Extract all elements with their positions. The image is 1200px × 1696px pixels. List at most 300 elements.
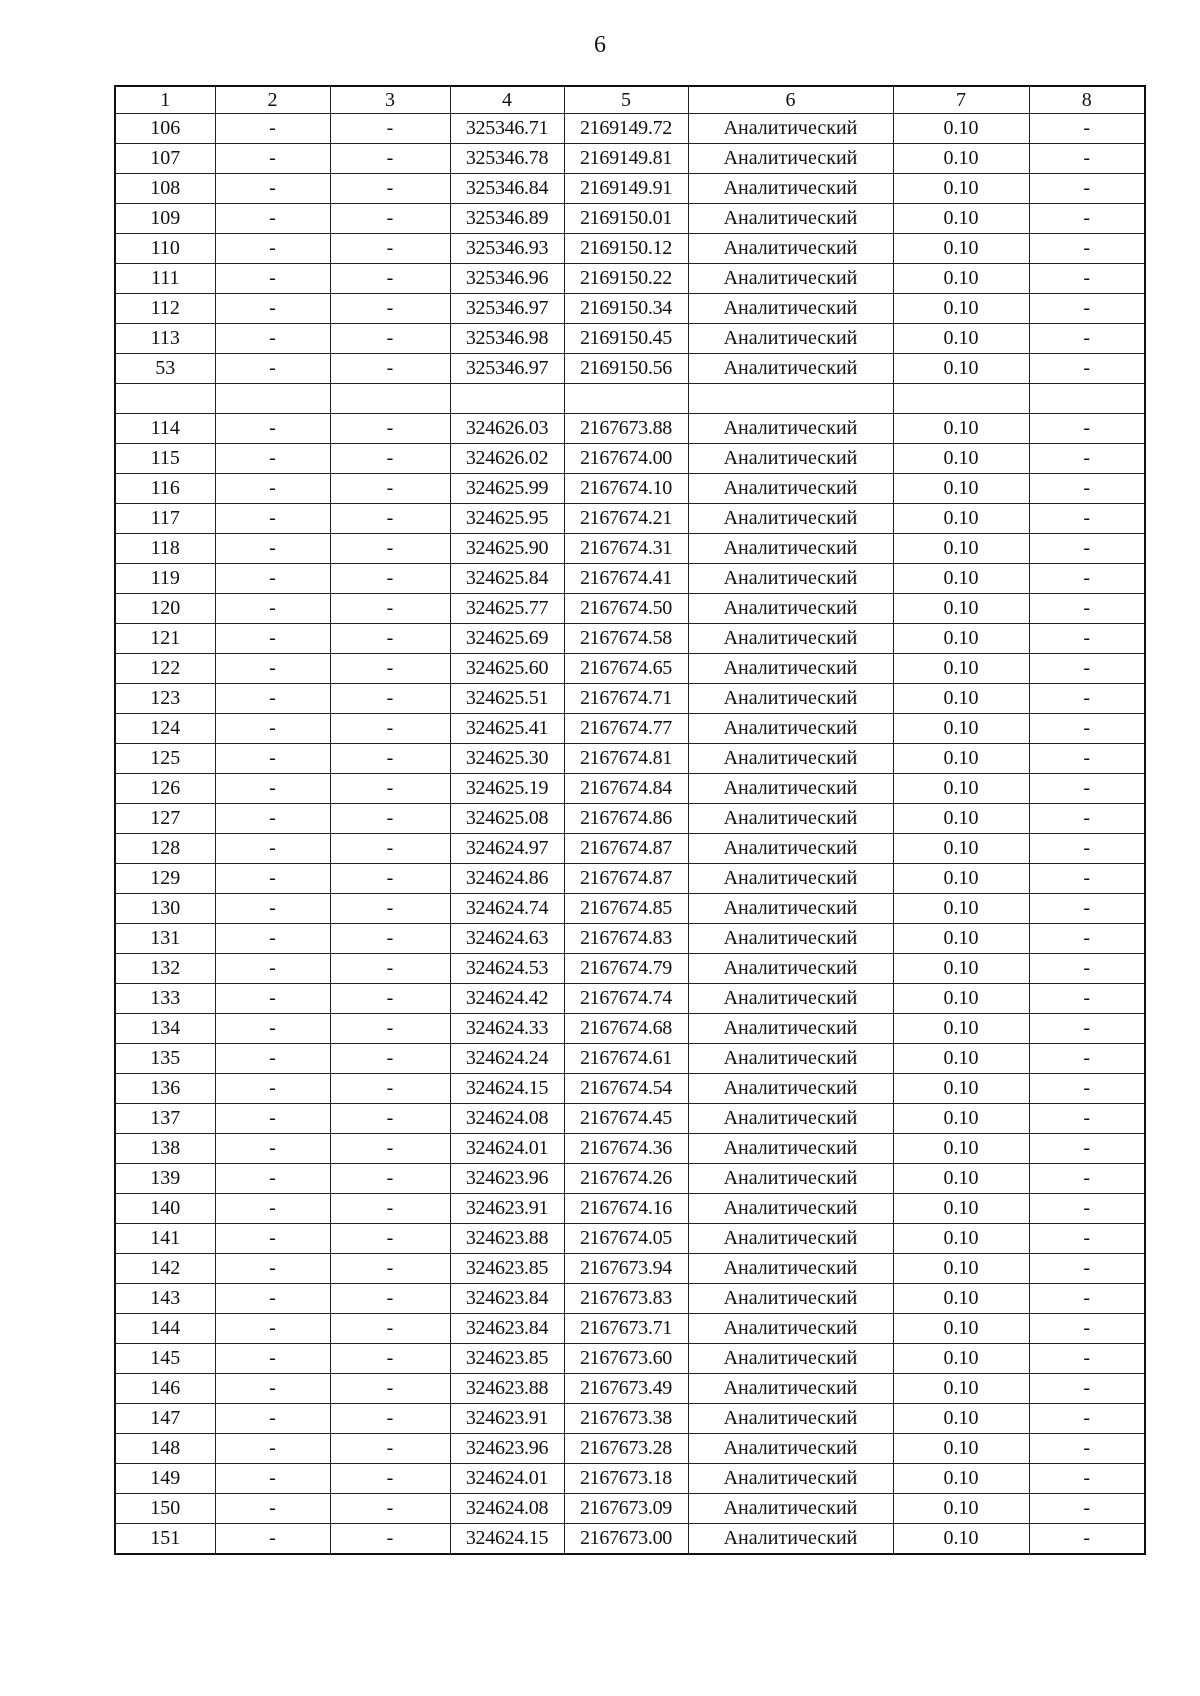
- cell-method: Аналитический: [688, 1284, 893, 1314]
- cell-accuracy: 0.10: [893, 1014, 1029, 1044]
- table-row: [115, 1284, 1145, 1314]
- table-row: [115, 1224, 1145, 1254]
- cell-col-3-value: -: [330, 294, 450, 324]
- cell-col-3-value: -: [330, 894, 450, 924]
- cell-col-8-value: -: [1029, 1404, 1145, 1434]
- table-row: [115, 384, 1145, 414]
- cell-point-number: 114: [115, 414, 215, 444]
- table-row: [115, 294, 1145, 324]
- table-row: [115, 1494, 1145, 1524]
- cell-accuracy: 0.10: [893, 1374, 1029, 1404]
- cell-col-8-value: -: [1029, 354, 1145, 384]
- cell-x-coordinate: 324625.30: [450, 744, 564, 774]
- cell-col-8-value: -: [1029, 234, 1145, 264]
- cell-method: Аналитический: [688, 834, 893, 864]
- cell-method: Аналитический: [688, 1494, 893, 1524]
- cell-method: Аналитический: [688, 924, 893, 954]
- cell-accuracy: 0.10: [893, 1134, 1029, 1164]
- cell-y-coordinate: 2167674.58: [564, 624, 688, 654]
- cell-col-8-value: -: [1029, 1374, 1145, 1404]
- cell-col-8-value: -: [1029, 1074, 1145, 1104]
- cell-x-coordinate: 324624.42: [450, 984, 564, 1014]
- cell-y-coordinate: 2167673.18: [564, 1464, 688, 1494]
- cell-method: Аналитический: [688, 1074, 893, 1104]
- cell-col-3-value: -: [330, 984, 450, 1014]
- cell-x-coordinate: 324624.24: [450, 1044, 564, 1074]
- cell-y-coordinate: 2167673.88: [564, 414, 688, 444]
- cell-point-number: 139: [115, 1164, 215, 1194]
- cell-col-2-value: -: [215, 594, 330, 624]
- table-row: [115, 414, 1145, 444]
- cell-col-3-value: -: [330, 1374, 450, 1404]
- cell-point-number: 108: [115, 174, 215, 204]
- column-header-7: 7: [893, 86, 1029, 114]
- cell-col-2-value: -: [215, 324, 330, 354]
- cell-point-number: 137: [115, 1104, 215, 1134]
- cell-col-3-value: -: [330, 1464, 450, 1494]
- cell-point-number: 121: [115, 624, 215, 654]
- cell-method: Аналитический: [688, 594, 893, 624]
- cell-col-8-value: -: [1029, 984, 1145, 1014]
- table-row: [115, 714, 1145, 744]
- cell-col-3-value: -: [330, 1254, 450, 1284]
- cell-accuracy: 0.10: [893, 894, 1029, 924]
- cell-point-number: 124: [115, 714, 215, 744]
- cell-col-2-value: -: [215, 1524, 330, 1555]
- cell-col-8-value: -: [1029, 1194, 1145, 1224]
- cell-col-8-value: -: [1029, 834, 1145, 864]
- cell-method: Аналитический: [688, 1224, 893, 1254]
- cell-y-coordinate: 2167674.81: [564, 744, 688, 774]
- table-row: [115, 1104, 1145, 1134]
- cell-col-8-value: -: [1029, 564, 1145, 594]
- cell-col-2-value: -: [215, 474, 330, 504]
- cell-accuracy: 0.10: [893, 984, 1029, 1014]
- cell-y-coordinate: 2169150.45: [564, 324, 688, 354]
- cell-x-coordinate: 324625.77: [450, 594, 564, 624]
- cell-col-3-value: -: [330, 1314, 450, 1344]
- cell-point-number: 110: [115, 234, 215, 264]
- cell-x-coordinate: 324625.84: [450, 564, 564, 594]
- cell-col-3-value: -: [330, 414, 450, 444]
- cell-method: Аналитический: [688, 684, 893, 714]
- cell-y-coordinate: 2167673.83: [564, 1284, 688, 1314]
- cell-method: Аналитический: [688, 474, 893, 504]
- cell-col-2-value: -: [215, 144, 330, 174]
- cell-col-3-value: -: [330, 1284, 450, 1314]
- table-row: [115, 1014, 1145, 1044]
- column-header-5: 5: [564, 86, 688, 114]
- cell-x-coordinate: 324624.15: [450, 1524, 564, 1555]
- cell-col-3-value: -: [330, 1194, 450, 1224]
- cell-point-number: [115, 384, 215, 414]
- cell-point-number: 120: [115, 594, 215, 624]
- cell-point-number: 146: [115, 1374, 215, 1404]
- table-row: [115, 1164, 1145, 1194]
- cell-point-number: 123: [115, 684, 215, 714]
- cell-col-3-value: -: [330, 1404, 450, 1434]
- table-row: [115, 324, 1145, 354]
- cell-accuracy: 0.10: [893, 1194, 1029, 1224]
- cell-x-coordinate: 324624.08: [450, 1494, 564, 1524]
- cell-col-2-value: -: [215, 1194, 330, 1224]
- cell-method: Аналитический: [688, 234, 893, 264]
- cell-col-8-value: -: [1029, 1284, 1145, 1314]
- cell-accuracy: 0.10: [893, 744, 1029, 774]
- cell-x-coordinate: 324625.69: [450, 624, 564, 654]
- table-row: [115, 594, 1145, 624]
- cell-col-3-value: -: [330, 444, 450, 474]
- cell-accuracy: 0.10: [893, 1074, 1029, 1104]
- cell-method: [688, 384, 893, 414]
- cell-accuracy: 0.10: [893, 954, 1029, 984]
- cell-y-coordinate: 2167674.85: [564, 894, 688, 924]
- cell-col-2-value: -: [215, 294, 330, 324]
- cell-point-number: 147: [115, 1404, 215, 1434]
- cell-method: Аналитический: [688, 714, 893, 744]
- cell-method: Аналитический: [688, 1404, 893, 1434]
- cell-col-2-value: -: [215, 714, 330, 744]
- table-row: [115, 1314, 1145, 1344]
- cell-col-3-value: -: [330, 204, 450, 234]
- cell-y-coordinate: 2167674.45: [564, 1104, 688, 1134]
- cell-col-3-value: -: [330, 774, 450, 804]
- cell-col-8-value: -: [1029, 594, 1145, 624]
- cell-method: Аналитический: [688, 744, 893, 774]
- cell-x-coordinate: 324624.08: [450, 1104, 564, 1134]
- cell-x-coordinate: 324625.51: [450, 684, 564, 714]
- cell-col-8-value: -: [1029, 1434, 1145, 1464]
- cell-x-coordinate: 324625.08: [450, 804, 564, 834]
- cell-x-coordinate: 324623.96: [450, 1164, 564, 1194]
- cell-method: Аналитический: [688, 1164, 893, 1194]
- cell-y-coordinate: 2167674.79: [564, 954, 688, 984]
- cell-point-number: 150: [115, 1494, 215, 1524]
- cell-y-coordinate: 2167674.84: [564, 774, 688, 804]
- cell-point-number: 132: [115, 954, 215, 984]
- cell-y-coordinate: 2167674.74: [564, 984, 688, 1014]
- cell-col-3-value: -: [330, 1434, 450, 1464]
- cell-y-coordinate: 2167674.26: [564, 1164, 688, 1194]
- cell-x-coordinate: 324624.53: [450, 954, 564, 984]
- cell-method: Аналитический: [688, 984, 893, 1014]
- cell-accuracy: 0.10: [893, 354, 1029, 384]
- cell-point-number: 125: [115, 744, 215, 774]
- cell-y-coordinate: 2167674.61: [564, 1044, 688, 1074]
- cell-method: Аналитический: [688, 534, 893, 564]
- cell-col-8-value: -: [1029, 864, 1145, 894]
- cell-accuracy: 0.10: [893, 204, 1029, 234]
- cell-col-8-value: -: [1029, 474, 1145, 504]
- cell-col-2-value: -: [215, 1044, 330, 1074]
- cell-y-coordinate: 2167674.10: [564, 474, 688, 504]
- cell-accuracy: 0.10: [893, 684, 1029, 714]
- cell-method: Аналитический: [688, 954, 893, 984]
- cell-method: Аналитический: [688, 1344, 893, 1374]
- cell-point-number: 109: [115, 204, 215, 234]
- cell-accuracy: 0.10: [893, 654, 1029, 684]
- table-row: [115, 1524, 1145, 1555]
- cell-col-3-value: -: [330, 1074, 450, 1104]
- cell-x-coordinate: 324625.90: [450, 534, 564, 564]
- cell-col-2-value: -: [215, 624, 330, 654]
- table-row: [115, 834, 1145, 864]
- cell-point-number: 142: [115, 1254, 215, 1284]
- cell-point-number: 140: [115, 1194, 215, 1224]
- cell-col-3-value: -: [330, 1104, 450, 1134]
- cell-method: Аналитический: [688, 624, 893, 654]
- cell-accuracy: 0.10: [893, 444, 1029, 474]
- cell-method: Аналитический: [688, 414, 893, 444]
- column-header-2: 2: [215, 86, 330, 114]
- cell-point-number: 126: [115, 774, 215, 804]
- cell-method: Аналитический: [688, 504, 893, 534]
- cell-col-2-value: -: [215, 444, 330, 474]
- table-row: [115, 174, 1145, 204]
- table-row: [115, 144, 1145, 174]
- cell-col-2-value: -: [215, 864, 330, 894]
- table-row: [115, 1434, 1145, 1464]
- cell-col-8-value: -: [1029, 324, 1145, 354]
- table-header-row: [115, 86, 1145, 114]
- cell-y-coordinate: 2167673.00: [564, 1524, 688, 1555]
- cell-method: Аналитический: [688, 294, 893, 324]
- table-row: [115, 954, 1145, 984]
- cell-y-coordinate: 2169150.56: [564, 354, 688, 384]
- cell-x-coordinate: 324624.97: [450, 834, 564, 864]
- column-header-1: 1: [115, 86, 215, 114]
- cell-col-3-value: -: [330, 474, 450, 504]
- cell-col-8-value: -: [1029, 144, 1145, 174]
- cell-x-coordinate: 325346.96: [450, 264, 564, 294]
- cell-method: Аналитический: [688, 864, 893, 894]
- cell-col-8-value: -: [1029, 1494, 1145, 1524]
- table-row: [115, 774, 1145, 804]
- table-row: [115, 444, 1145, 474]
- cell-method: Аналитический: [688, 114, 893, 144]
- cell-x-coordinate: 324623.84: [450, 1314, 564, 1344]
- cell-method: Аналитический: [688, 654, 893, 684]
- cell-y-coordinate: 2167673.49: [564, 1374, 688, 1404]
- cell-y-coordinate: [564, 384, 688, 414]
- cell-col-2-value: -: [215, 234, 330, 264]
- cell-col-8-value: -: [1029, 1524, 1145, 1555]
- table-row: [115, 204, 1145, 234]
- cell-y-coordinate: 2167674.71: [564, 684, 688, 714]
- cell-col-2-value: -: [215, 1104, 330, 1134]
- cell-y-coordinate: 2167674.68: [564, 1014, 688, 1044]
- cell-accuracy: 0.10: [893, 324, 1029, 354]
- cell-x-coordinate: [450, 384, 564, 414]
- cell-x-coordinate: 324623.91: [450, 1404, 564, 1434]
- cell-x-coordinate: 324624.01: [450, 1464, 564, 1494]
- cell-point-number: 115: [115, 444, 215, 474]
- cell-x-coordinate: 324624.63: [450, 924, 564, 954]
- cell-col-3-value: -: [330, 1224, 450, 1254]
- cell-accuracy: 0.10: [893, 1404, 1029, 1434]
- cell-accuracy: 0.10: [893, 1044, 1029, 1074]
- cell-x-coordinate: 324623.85: [450, 1254, 564, 1284]
- cell-point-number: 138: [115, 1134, 215, 1164]
- cell-method: Аналитический: [688, 204, 893, 234]
- table-row: [115, 684, 1145, 714]
- cell-col-3-value: -: [330, 564, 450, 594]
- cell-col-3-value: -: [330, 864, 450, 894]
- cell-y-coordinate: 2169150.34: [564, 294, 688, 324]
- cell-col-8-value: -: [1029, 894, 1145, 924]
- cell-col-8-value: -: [1029, 114, 1145, 144]
- cell-point-number: 107: [115, 144, 215, 174]
- cell-col-8-value: -: [1029, 1044, 1145, 1074]
- table-row: [115, 1374, 1145, 1404]
- cell-x-coordinate: 324623.88: [450, 1224, 564, 1254]
- cell-accuracy: 0.10: [893, 774, 1029, 804]
- cell-y-coordinate: 2167674.87: [564, 864, 688, 894]
- cell-accuracy: 0.10: [893, 924, 1029, 954]
- cell-x-coordinate: 325346.97: [450, 294, 564, 324]
- cell-col-2-value: -: [215, 1254, 330, 1284]
- cell-x-coordinate: 325346.84: [450, 174, 564, 204]
- cell-method: Аналитический: [688, 1014, 893, 1044]
- cell-col-3-value: -: [330, 534, 450, 564]
- cell-col-3-value: -: [330, 594, 450, 624]
- cell-col-8-value: -: [1029, 624, 1145, 654]
- cell-method: Аналитический: [688, 564, 893, 594]
- cell-col-3-value: -: [330, 1524, 450, 1555]
- cell-point-number: 128: [115, 834, 215, 864]
- cell-accuracy: 0.10: [893, 1344, 1029, 1374]
- cell-col-8-value: -: [1029, 534, 1145, 564]
- cell-point-number: 130: [115, 894, 215, 924]
- table-row: [115, 1404, 1145, 1434]
- cell-y-coordinate: 2167673.71: [564, 1314, 688, 1344]
- cell-x-coordinate: 324625.41: [450, 714, 564, 744]
- cell-col-3-value: -: [330, 144, 450, 174]
- cell-point-number: 111: [115, 264, 215, 294]
- cell-x-coordinate: 324626.02: [450, 444, 564, 474]
- cell-col-2-value: -: [215, 504, 330, 534]
- table-row: [115, 984, 1145, 1014]
- table-row: [115, 864, 1145, 894]
- cell-method: Аналитический: [688, 1524, 893, 1555]
- cell-col-2-value: -: [215, 114, 330, 144]
- cell-method: Аналитический: [688, 1044, 893, 1074]
- cell-accuracy: 0.10: [893, 504, 1029, 534]
- table-row: [115, 234, 1145, 264]
- cell-col-2-value: -: [215, 954, 330, 984]
- cell-y-coordinate: 2169150.12: [564, 234, 688, 264]
- cell-point-number: 148: [115, 1434, 215, 1464]
- cell-y-coordinate: 2167674.87: [564, 834, 688, 864]
- cell-col-3-value: -: [330, 684, 450, 714]
- table-row: [115, 654, 1145, 684]
- cell-accuracy: 0.10: [893, 264, 1029, 294]
- cell-y-coordinate: 2169150.01: [564, 204, 688, 234]
- cell-col-8-value: [1029, 384, 1145, 414]
- cell-y-coordinate: 2169149.91: [564, 174, 688, 204]
- cell-col-2-value: -: [215, 1314, 330, 1344]
- cell-col-3-value: -: [330, 174, 450, 204]
- cell-method: Аналитический: [688, 1194, 893, 1224]
- cell-col-2-value: -: [215, 804, 330, 834]
- cell-col-2-value: -: [215, 414, 330, 444]
- cell-point-number: 122: [115, 654, 215, 684]
- cell-accuracy: [893, 384, 1029, 414]
- table-row: [115, 1194, 1145, 1224]
- cell-accuracy: 0.10: [893, 1224, 1029, 1254]
- table-row: [115, 624, 1145, 654]
- cell-col-2-value: -: [215, 1164, 330, 1194]
- cell-y-coordinate: 2169150.22: [564, 264, 688, 294]
- cell-accuracy: 0.10: [893, 564, 1029, 594]
- cell-accuracy: 0.10: [893, 114, 1029, 144]
- table-row: [115, 534, 1145, 564]
- column-header-8: 8: [1029, 86, 1145, 114]
- cell-accuracy: 0.10: [893, 174, 1029, 204]
- cell-point-number: 117: [115, 504, 215, 534]
- cell-point-number: 53: [115, 354, 215, 384]
- cell-x-coordinate: 324623.88: [450, 1374, 564, 1404]
- cell-col-3-value: -: [330, 804, 450, 834]
- cell-method: Аналитический: [688, 324, 893, 354]
- cell-y-coordinate: 2167674.83: [564, 924, 688, 954]
- cell-accuracy: 0.10: [893, 534, 1029, 564]
- cell-accuracy: 0.10: [893, 474, 1029, 504]
- cell-method: Аналитический: [688, 1434, 893, 1464]
- cell-col-8-value: -: [1029, 504, 1145, 534]
- cell-col-8-value: -: [1029, 954, 1145, 984]
- cell-col-3-value: [330, 384, 450, 414]
- cell-col-8-value: -: [1029, 1344, 1145, 1374]
- cell-accuracy: 0.10: [893, 594, 1029, 624]
- cell-col-2-value: -: [215, 984, 330, 1014]
- cell-x-coordinate: 324625.99: [450, 474, 564, 504]
- cell-col-2-value: -: [215, 1014, 330, 1044]
- cell-col-8-value: -: [1029, 1014, 1145, 1044]
- cell-method: Аналитический: [688, 264, 893, 294]
- cell-col-8-value: -: [1029, 744, 1145, 774]
- cell-accuracy: 0.10: [893, 1494, 1029, 1524]
- table-row: [115, 504, 1145, 534]
- cell-col-3-value: -: [330, 624, 450, 654]
- cell-point-number: 127: [115, 804, 215, 834]
- page-number: 6: [594, 32, 606, 58]
- cell-col-2-value: -: [215, 534, 330, 564]
- cell-point-number: 116: [115, 474, 215, 504]
- cell-x-coordinate: 324625.95: [450, 504, 564, 534]
- cell-col-8-value: -: [1029, 684, 1145, 714]
- cell-x-coordinate: 325346.89: [450, 204, 564, 234]
- cell-point-number: 106: [115, 114, 215, 144]
- cell-col-2-value: [215, 384, 330, 414]
- cell-point-number: 136: [115, 1074, 215, 1104]
- cell-method: Аналитический: [688, 1254, 893, 1284]
- cell-col-2-value: -: [215, 174, 330, 204]
- cell-col-3-value: -: [330, 834, 450, 864]
- cell-col-2-value: -: [215, 774, 330, 804]
- table-row: [115, 1134, 1145, 1164]
- cell-accuracy: 0.10: [893, 864, 1029, 894]
- cell-y-coordinate: 2167674.50: [564, 594, 688, 624]
- cell-x-coordinate: 324623.91: [450, 1194, 564, 1224]
- cell-y-coordinate: 2167673.38: [564, 1404, 688, 1434]
- cell-method: Аналитический: [688, 1314, 893, 1344]
- cell-col-2-value: -: [215, 894, 330, 924]
- cell-point-number: 118: [115, 534, 215, 564]
- cell-y-coordinate: 2167674.36: [564, 1134, 688, 1164]
- table-row: [115, 924, 1145, 954]
- cell-accuracy: 0.10: [893, 294, 1029, 324]
